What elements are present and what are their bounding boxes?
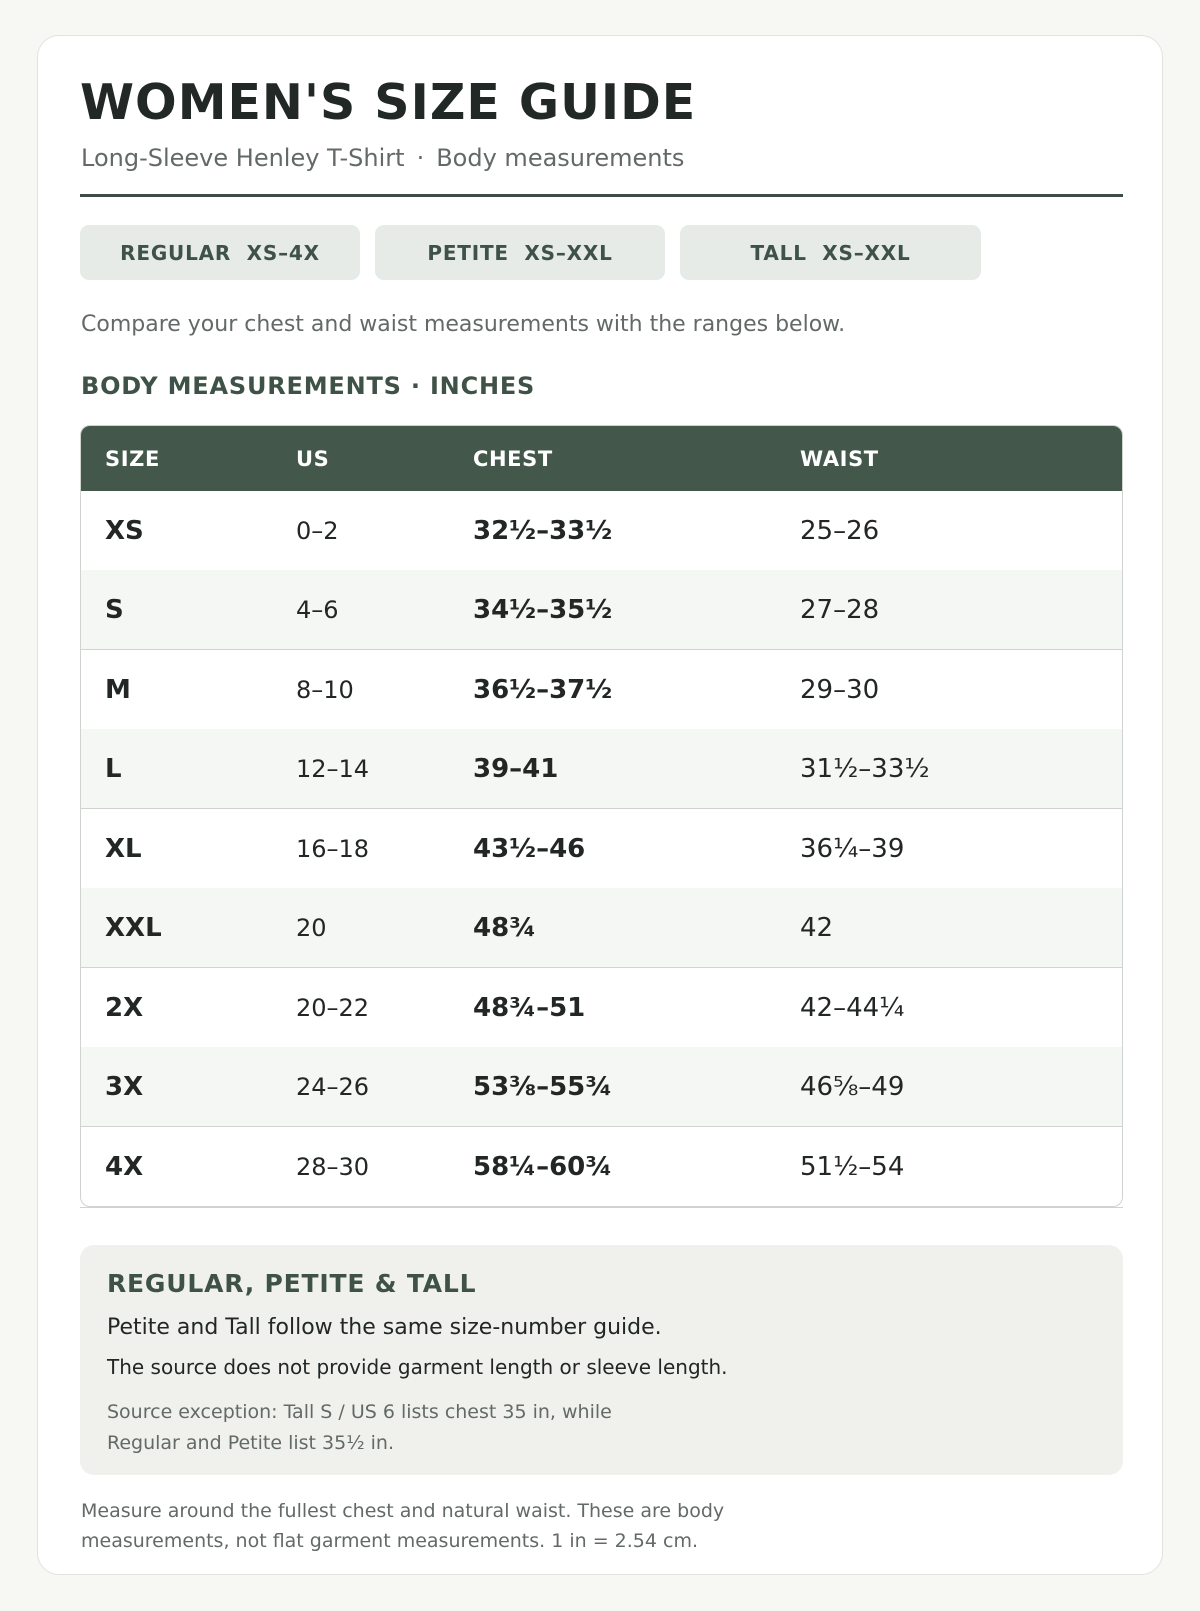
measurements-table: [80, 425, 1123, 1207]
cell-us: 20: [296, 888, 473, 968]
table-row: [81, 650, 1122, 730]
cell-waist: 29–30: [800, 650, 1122, 730]
cell-chest: 36½–37½: [473, 650, 800, 730]
cell-waist: 25–26: [800, 515, 880, 546]
cell-waist: 46⅝–49: [800, 1047, 1122, 1127]
cell-chest: 43½–46: [473, 809, 800, 889]
cell-waist: 36¼–39: [800, 809, 1122, 889]
subtitle-product: Long-Sleeve Henley T-Shirt: [81, 144, 405, 172]
table-row: [81, 888, 1122, 968]
cell-size: M: [81, 650, 296, 730]
subtitle-separator: ·: [416, 144, 425, 172]
cell-us: 12–14: [296, 729, 473, 809]
notes-exception: Source exception: Tall S / US 6 lists chest 35 in, while Regular and Petite list 35½ in.: [107, 1401, 612, 1454]
table-row: [81, 809, 1122, 889]
table-row: [81, 570, 1122, 650]
cell-size: XL: [81, 809, 296, 889]
cell-waist: 42: [800, 888, 1122, 968]
cell-size: XXL: [81, 888, 296, 968]
cell-size: 4X: [81, 1127, 296, 1207]
cell-us: 4–6: [296, 570, 473, 650]
cell-size: 2X: [81, 968, 296, 1048]
size-guide-card: [37, 35, 1163, 1575]
cell-size: 3X: [81, 1047, 296, 1127]
table-row: [81, 1047, 1122, 1127]
table-row: [81, 491, 1122, 570]
cell-waist: 27–28: [800, 570, 1122, 650]
cell-chest: 48¾: [473, 888, 800, 968]
column-header-us: US: [296, 426, 473, 491]
notes-line-same-guide: Petite and Tall follow the same size-number guide.: [107, 1315, 662, 1340]
cell-us: 0–2: [296, 516, 339, 545]
cell-us: 24–26: [296, 1047, 473, 1127]
table-row: [81, 968, 1122, 1048]
column-header-size: SIZE: [81, 426, 296, 491]
fit-notes-panel: [80, 1245, 1123, 1475]
cell-us: 20–22: [296, 968, 473, 1048]
tab-regular[interactable]: REGULAR XS–4X: [80, 225, 360, 280]
cell-waist: 31½–33½: [800, 729, 1122, 809]
page-title: WOMEN'S SIZE GUIDE: [80, 74, 697, 131]
cell-chest: 48¾–51: [473, 968, 800, 1048]
cell-size: XS: [105, 515, 144, 546]
cell-us: 16–18: [296, 809, 473, 889]
cell-chest: 32½–33½: [473, 515, 613, 546]
table-bottom-divider: [80, 1207, 1123, 1208]
notes-title: REGULAR, PETITE & TALL: [107, 1269, 477, 1298]
section-heading: BODY MEASUREMENTS · INCHES: [81, 372, 536, 400]
page-subtitle: [81, 144, 684, 172]
cell-us: 28–30: [296, 1127, 473, 1207]
cell-chest: 39–41: [473, 729, 800, 809]
cell-chest: 34½–35½: [473, 570, 800, 650]
table-header-row: [81, 426, 1122, 491]
notes-line-no-length: The source does not provide garment length or sleeve length.: [107, 1355, 728, 1379]
table-row: [81, 729, 1122, 809]
cell-waist: 42–44¼: [800, 968, 1122, 1048]
cell-us: 8–10: [296, 650, 473, 730]
tab-petite[interactable]: PETITE XS–XXL: [375, 225, 665, 280]
cell-chest: 58¼–60¾: [473, 1127, 800, 1207]
cell-chest: 53⅜–55¾: [473, 1047, 800, 1127]
intro-text: Compare your chest and waist measurements with the ranges below.: [81, 312, 846, 337]
cell-waist: 51½–54: [800, 1127, 1122, 1207]
cell-size: L: [81, 729, 296, 809]
tab-tall[interactable]: TALL XS–XXL: [680, 225, 981, 280]
table-row: [81, 1127, 1122, 1207]
subtitle-type: Body measurements: [436, 144, 685, 172]
header-divider: [80, 194, 1123, 197]
cell-size: S: [81, 570, 296, 650]
column-header-waist: WAIST: [800, 426, 1122, 491]
column-header-chest: CHEST: [473, 426, 800, 491]
measuring-footnote: Measure around the fullest chest and natural waist. These are body measurements, not flat garment measurements. 1 in = 2.54 cm.: [81, 1500, 725, 1552]
